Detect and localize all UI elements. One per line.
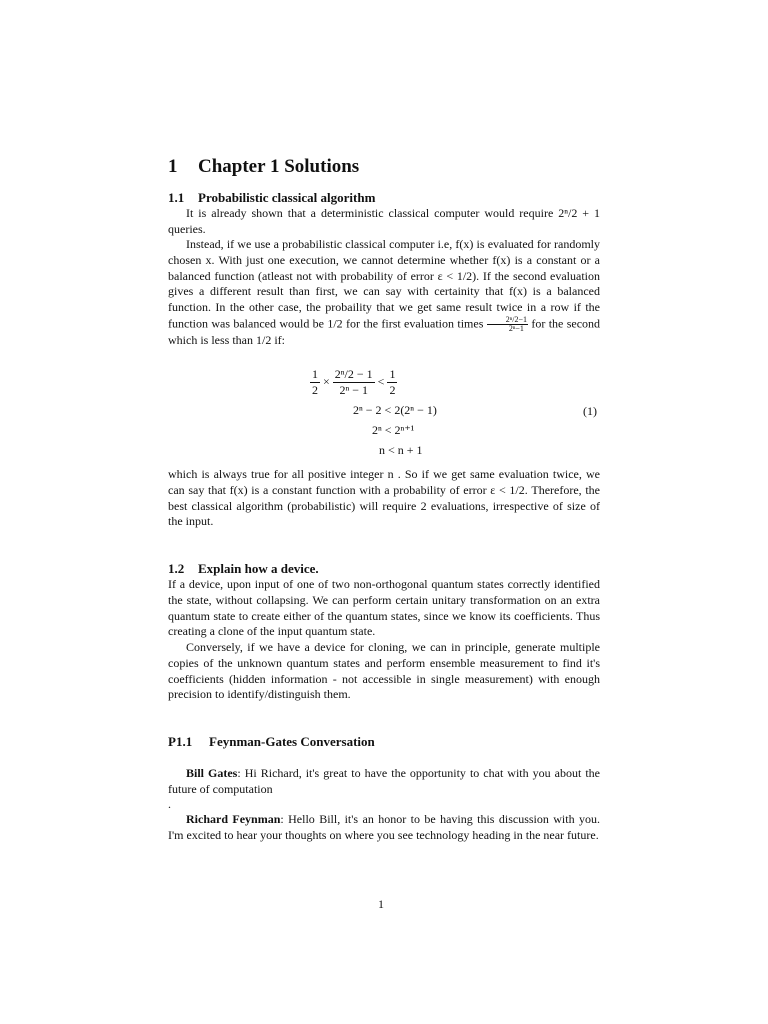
paragraph-1-1-a: It is already shown that a deterministic classical computer would require 2ⁿ/2 + 1 queries. [168, 206, 600, 236]
times-symbol: × [323, 374, 330, 389]
page-number: 1 [378, 897, 384, 911]
section-heading-p1-1 [168, 734, 375, 750]
paragraph-text-tail: for the second which is less than 1/2 if: [168, 316, 601, 347]
numerator: 1 [389, 367, 396, 381]
inline-fraction [487, 316, 528, 333]
fraction-main [333, 367, 375, 398]
paragraph-1-1-c: which is always true for all positive integer n . So if we get same evaluation twice, we can say that f(x) is a constant function with a probability of error ε < 1/2. Therefore, the best classical algorithm (probabilistic) will require 2 evaluations, irrespective of size of the input. [168, 467, 600, 529]
fraction-numerator: 2ⁿ/2−1 [487, 316, 528, 325]
speech-text: : Hello Bill, it's an honor to be having this discussion with you. I'm excited to hear your thoughts on where you see technology heading in the near future. [168, 812, 600, 842]
fraction-one-half [310, 367, 320, 398]
fraction-denominator: 2ⁿ−1 [508, 323, 524, 333]
equation-number: (1) [583, 404, 597, 418]
section-heading-1-2 [168, 561, 319, 577]
paragraph-text: Instead, if we use a probabilistic classical computer i.e, f(x) is evaluated for randomly chosen x. With just one execution, we cannot determine whether f(x) is a constant or a balanced function (atleast not with probability of error ε < 1/2). If the second evaluation gives a different result than first, we can say with certainity that f(x) is a balanced function. In the other case, the probaility that we get same result twice in a row if the function was balanced would be 1/2 for the first evaluation times [168, 237, 600, 331]
paragraph-1-2-a: If a device, upon input of one of two non-orthogonal quantum states correctly identified the state, without collapsing. We can perform certain unitary transformation on an extra quantum state to create either of the quantum states, since we know its coefficients. Thus creating a clone of the input quantum state. [168, 577, 600, 639]
stray-period: . [168, 797, 171, 811]
speaker-name: Bill Gates [186, 766, 238, 780]
equation-line-4: n < n + 1 [379, 443, 423, 457]
section-heading-1-1 [168, 190, 375, 206]
chapter-title: Chapter 1 Solutions [198, 156, 360, 177]
fraction-right [387, 367, 397, 398]
denominator: 2 [389, 383, 396, 397]
chapter-number: 1 [168, 156, 178, 177]
section-title: Feynman-Gates Conversation [209, 734, 375, 749]
equation-line-2: 2ⁿ − 2 < 2(2ⁿ − 1) [353, 403, 437, 417]
section-title: Probabilistic classical algorithm [198, 190, 376, 205]
dialogue-feynman [168, 812, 600, 844]
chapter-heading [168, 156, 359, 178]
section-number: 1.2 [168, 561, 185, 576]
speech-text: : Hi Richard, it's great to have the opportunity to chat with you about the future of computation [168, 766, 600, 796]
section-number: P1.1 [168, 734, 193, 749]
equation-line-1 [310, 367, 397, 398]
dialogue-gates [168, 766, 600, 798]
speaker-name: Richard Feynman [186, 812, 281, 826]
section-number: 1.1 [168, 190, 185, 205]
equation-line-3: 2ⁿ < 2ⁿ⁺¹ [372, 423, 415, 437]
less-than-symbol: < [377, 374, 385, 389]
denominator: 2 [312, 383, 318, 397]
numerator: 2ⁿ/2 − 1 [334, 367, 373, 381]
paragraph-1-2-b: Conversely, if we have a device for cloning, we can in principle, generate multiple copies of the unknown quantum states and perform ensemble measurement to find it's coefficients (hidden information - not accessible in single measurement) with enough precision to identify/distinguish them. [168, 640, 600, 702]
denominator: 2ⁿ − 1 [339, 383, 368, 397]
numerator: 1 [312, 367, 318, 381]
paragraph-1-1-b [168, 237, 600, 349]
section-title: Explain how a device. [198, 561, 319, 576]
